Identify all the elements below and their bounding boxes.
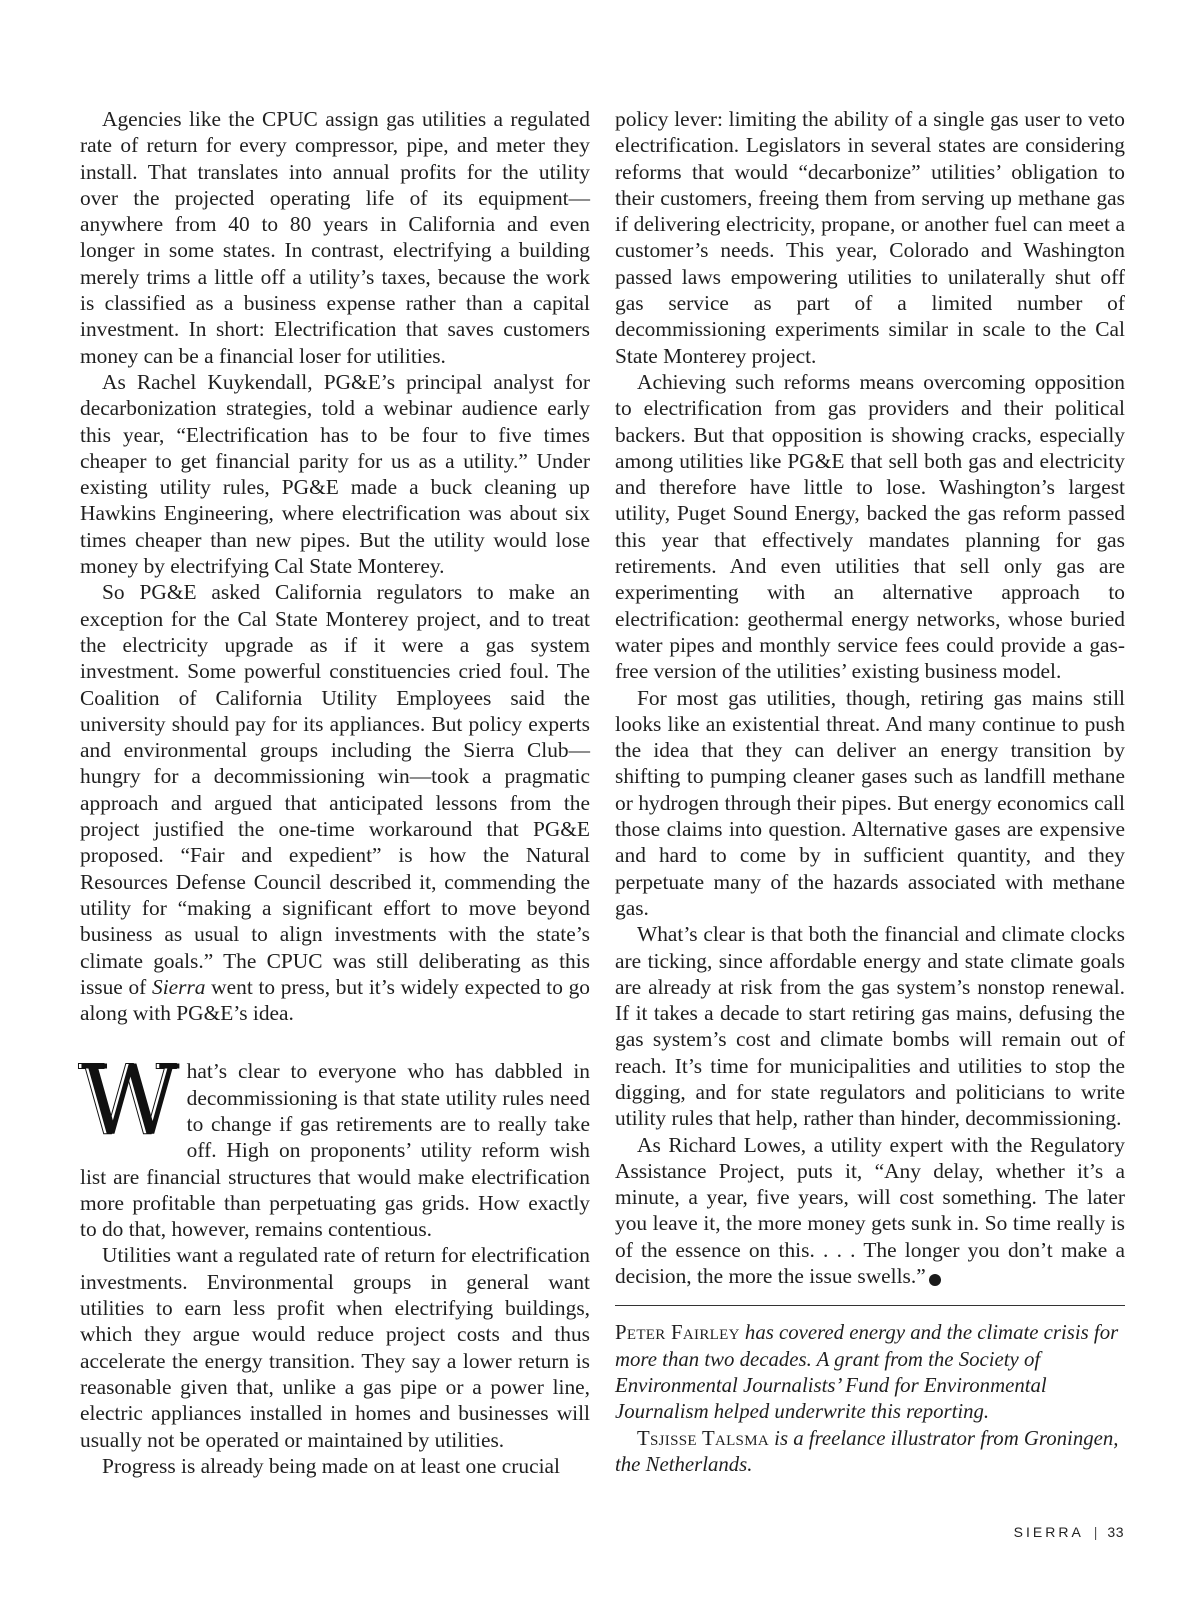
- folio-separator: |: [1093, 1524, 1098, 1540]
- illustrator-bio: [615, 1426, 1125, 1479]
- illustrator-bio-text: is a freelance illustrator from Groningen, the Netherlands.: [615, 1426, 1119, 1476]
- author-bio-text: has covered energy and the climate crisis for more than two decades. A grant from the Society of Environmental Journalists’ Fund for Environmental Journalism helped underwrite this reporting.: [615, 1321, 1119, 1424]
- page-number: 33: [1107, 1524, 1124, 1540]
- page-footer: [1014, 1524, 1124, 1540]
- body-paragraph: Agencies like the CPUC assign gas utilities a regulated rate of return for every compressor, pipe, and meter they install. That translates into annual profits for the utility over the projected operating life of its equipment—anywhere from 40 to 80 years in California and even longer in some states. In contrast, electrifying a building merely trims a little off a utility’s taxes, because the work is classified as a business expense rather than a capital investment. In short: Electrification that saves customers money can be a financial loser for utilities.: [80, 107, 590, 368]
- body-paragraph: Achieving such reforms means overcoming opposition to electrification from gas providers and their political backers. But that opposition is showing cracks, especially among utilities like PG&E that sell both gas and electricity and therefore have little to lose. Washington’s largest utility, Puget Sound Energy, backed the gas reform passed this year that effectively mandates planning for gas retirements. And even utilities that sell only gas are experimenting with an alternative approach to electrification: geothermal energy networks, whose buried water pipes and monthly service fees could provide a gas-free version of the utilities’ existing business model.: [615, 369, 1125, 684]
- end-mark-icon: S: [929, 1274, 941, 1286]
- body-paragraph: [615, 1132, 1125, 1290]
- author-name: Peter Fairley: [615, 1321, 740, 1345]
- right-column: [615, 106, 1125, 1478]
- body-paragraph: policy lever: limiting the ability of a single gas user to veto electrification. Legislators in several states are considering reforms that would “decarbonize” utilities’ obligation to their customers, freeing them from serving up methane gas if delivering electricity, propane, or another fuel can meet a customer’s needs. This year, Colorado and Washington passed laws empowering utilities to unilaterally shut off gas service as part of a limited number of decommissioning experiments similar in scale to the Cal State Monterey project.: [615, 107, 1125, 368]
- body-text: hat’s clear to everyone who has dabbled in decommissioning is that state utility rules need to change if gas retirements are to really take off. High on proponents’ utility reform wish list are financial structures that would make electrification more profitable than perpetuating gas grids. How exactly to do that, however, remains contentious.: [80, 1059, 590, 1242]
- body-paragraph: Progress is already being made on at least one crucial: [102, 1453, 560, 1478]
- body-paragraph: As Rachel Kuykendall, PG&E’s principal analyst for decarbonization strategies, told a webinar audience early this year, “Electrification has to be four to five times cheaper to get financial parity for us as a utility.” Under existing utility rules, PG&E made a buck cleaning up Hawkins Engineering, where electrification was about six times cheaper than new pipes. But the utility would lose money by electrifying Cal State Monterey.: [80, 369, 590, 579]
- magazine-title: Sierra: [152, 974, 206, 999]
- author-bio: [615, 1320, 1125, 1425]
- illustrator-name: Tsjisse Talsma: [637, 1426, 769, 1450]
- body-text: went to press, but it’s widely expected to go along with PG&E’s idea.: [80, 974, 590, 1026]
- body-paragraph: What’s clear is that both the financial and climate clocks are ticking, since affordable energy and state climate goals are already at risk from the gas system’s nonstop renewal. If it takes a decade to start retiring gas mains, defusing the gas system’s cost and climate bombs will remain out of reach. It’s time for municipalities and utilities to stop the digging, and for state regulators and politicians to write utility rules that help, rather than hinder, decommissioning.: [615, 922, 1125, 1131]
- magazine-name: SIERRA: [1013, 1524, 1084, 1540]
- bio-divider: [615, 1305, 1125, 1306]
- body-paragraph: [80, 579, 590, 1026]
- contributor-bios: [615, 1320, 1125, 1478]
- drop-cap: W: [78, 1045, 177, 1158]
- left-column: [80, 106, 590, 1479]
- body-paragraph: For most gas utilities, though, retiring gas mains still looks like an existential threat. And many continue to push the idea that they can deliver an energy transition by shifting to pumping cleaner gases such as landfill methane or hydrogen through their pipes. But energy economics call those claims into question. Alternative gases are expensive and hard to come by in sufficient quantity, and they perpetuate many of the hazards associated with methane gas.: [615, 685, 1125, 920]
- body-text: As Richard Lowes, a utility expert with the Regulatory Assistance Project, puts it, “Any delay, whether it’s a minute, a year, five years, will cost something. The later you leave it, the more money gets sunk in. So time really is of the essence on this. . . . The longer you don’t make a decision, the more the issue swells.”: [615, 1132, 1125, 1289]
- body-paragraph: Utilities want a regulated rate of return for electrification investments. Environmental groups in general want utilities to earn less profit when electrifying buildings, which they argue would reduce project costs and thus accelerate the energy transition. They say a lower return is reasonable given that, unlike a gas pipe or a power line, electric appliances installed in homes and businesses will usually not be operated or maintained by utilities.: [80, 1243, 590, 1452]
- dropcap-paragraph: [78, 1045, 590, 1242]
- body-text: So PG&E asked California regulators to make an exception for the Cal State Monterey project, and to treat the electricity upgrade as if it were a gas system investment. Some powerful constituencies cried foul. The Coalition of California Utility Employees said the university should pay for its appliances. But policy experts and environmental groups including the Sierra Club—hungry for a decommissioning win—took a pragmatic approach and argued that anticipated lessons from the project justified the one-time workaround that PG&E proposed. “Fair and expedient” is how the Natural Resources Defense Council described it, commending the utility for “making a significant effort to move beyond business as usual to align investments with the state’s climate goals.” The CPUC was still deliberating as this issue of: [80, 580, 590, 999]
